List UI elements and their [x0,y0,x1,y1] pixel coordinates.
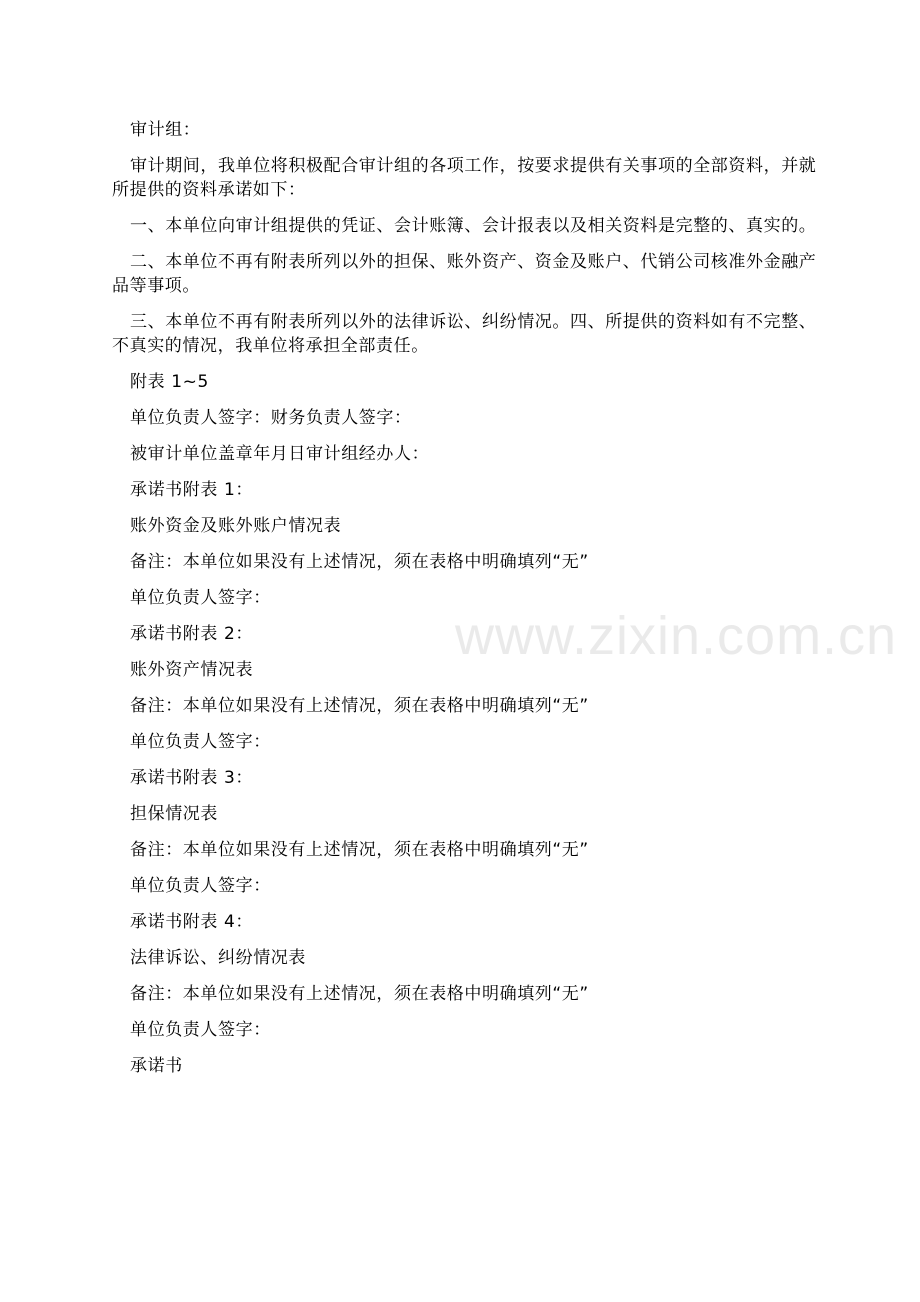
attachment-1-heading: 承诺书附表 1： [130,480,254,500]
attachment-4-heading: 承诺书附表 4： [130,912,254,932]
attachment-4-title: 法律诉讼、纠纷情况表 [130,948,306,968]
attachment-3-heading: 承诺书附表 3： [130,768,254,788]
attachment-3-remark: 备注：本单位如果没有上述情况，须在表格中明确填列“无” [130,840,589,860]
attachment-3-signature: 单位负责人签字： [130,876,271,896]
attachment-2-signature: 单位负责人签字： [130,732,271,752]
attachment-1-title: 账外资金及账外账户情况表 [130,516,342,536]
attachment-1-remark: 备注：本单位如果没有上述情况，须在表格中明确填列“无” [130,552,589,572]
document-body [112,118,820,1090]
attachments-note: 附表 1~5 [130,372,209,392]
attachment-4-remark: 备注：本单位如果没有上述情况，须在表格中明确填列“无” [130,984,589,1004]
signature-line: 单位负责人签字：财务负责人签字： [130,408,412,428]
attachment-2-heading: 承诺书附表 2： [130,624,254,644]
intro-paragraph: 审计期间，我单位将积极配合审计组的各项工作，按要求提供有关事项的全部资料，并就所提供的资料承诺如下： [112,156,817,200]
attachment-1-signature: 单位负责人签字： [130,588,271,608]
commitment-2: 二、本单位不再有附表所列以外的担保、账外资产、资金及账户、代销公司核准外金融产品等事项。 [112,252,817,296]
commitment-1: 一、本单位向审计组提供的凭证、会计账簿、会计报表以及相关资料是完整的、真实的。 [130,216,817,236]
attachment-4-signature: 单位负责人签字： [130,1020,271,1040]
attachment-2-remark: 备注：本单位如果没有上述情况，须在表格中明确填列“无” [130,696,589,716]
commitment-3-4: 三、本单位不再有附表所列以外的法律诉讼、纠纷情况。四、所提供的资料如有不完整、不真实的情况，我单位将承担全部责任。 [112,312,817,356]
salutation: 审计组： [130,120,201,140]
attachment-2-title: 账外资产情况表 [130,660,254,680]
attachment-3-title: 担保情况表 [130,804,218,824]
seal-line: 被审计单位盖章年月日审计组经办人： [130,444,430,464]
watermark: www.zixin.com.cn [455,606,898,666]
closing-heading: 承诺书 [130,1056,183,1076]
